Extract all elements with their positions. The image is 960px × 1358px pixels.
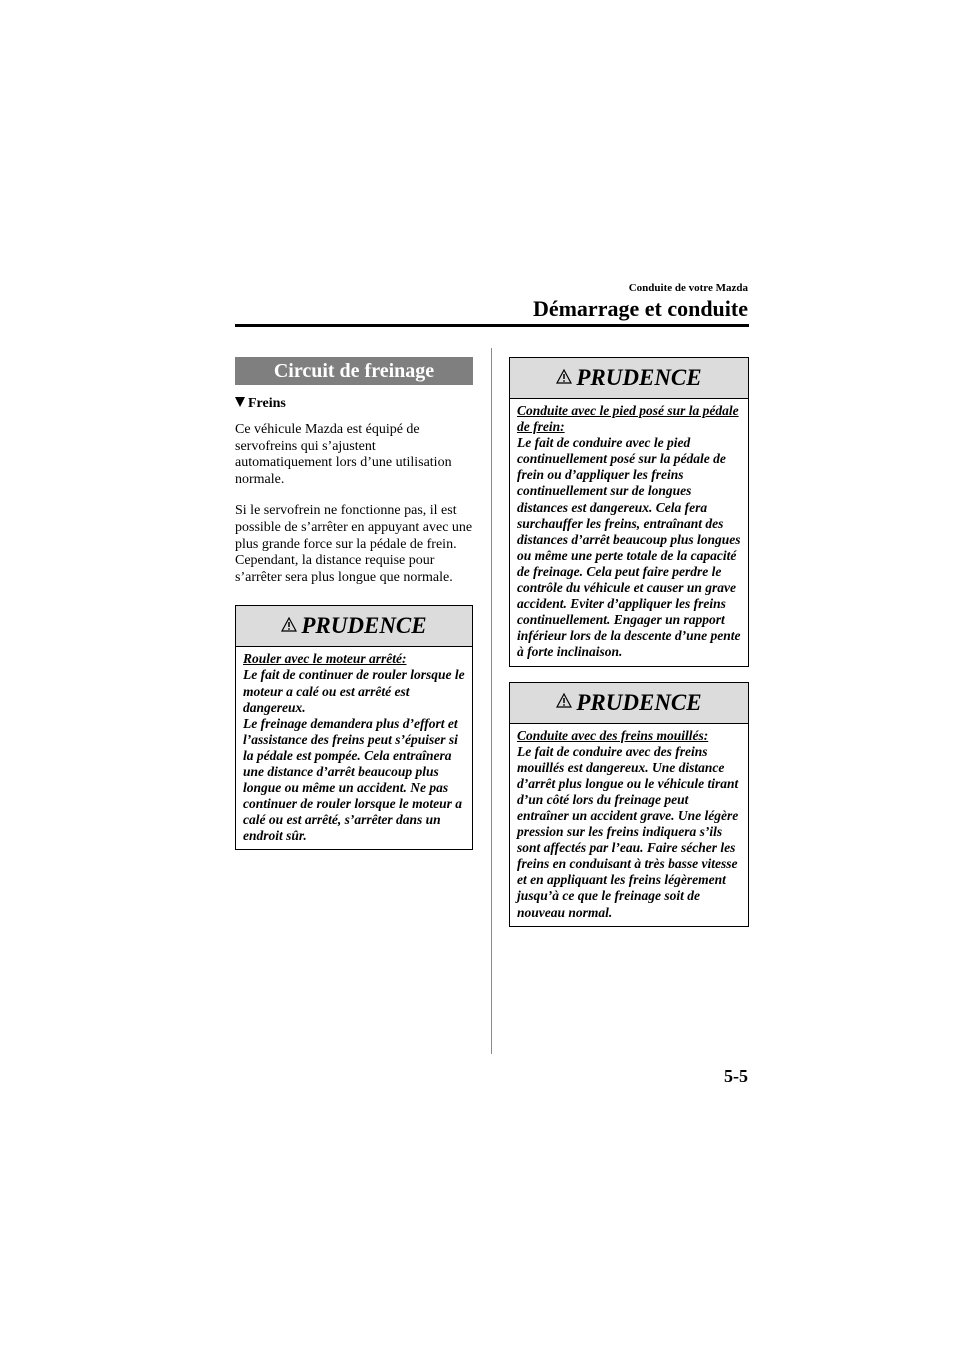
caution-body <box>236 647 472 849</box>
caution-box <box>509 357 749 667</box>
caution-title: Conduite avec le pied posé sur la pédale de frein: <box>517 403 739 435</box>
caution-label: PRUDENCE <box>576 689 702 715</box>
section-title: Circuit de freinage <box>235 357 473 385</box>
subheading <box>235 395 473 413</box>
subheading-text: Freins <box>248 396 286 411</box>
caution-header <box>236 606 472 647</box>
caution-header <box>510 358 748 399</box>
right-column <box>509 357 749 927</box>
caution-header <box>510 683 748 724</box>
paragraph: Ce véhicule Mazda est équipé de servofreins qui s’ajustent automatiquement lors d’une utilisation normale. <box>235 422 452 487</box>
caution-title: Conduite avec des freins mouillés: <box>517 727 709 743</box>
caution-box <box>235 605 473 850</box>
caution-label: PRUDENCE <box>301 613 427 639</box>
header-rule <box>235 324 749 327</box>
column-divider <box>491 348 492 1054</box>
caution-body <box>510 724 748 926</box>
triangle-bullet-icon <box>235 397 245 407</box>
paragraph: Si le servofrein ne fonctionne pas, il est possible de s’arrêter en appuyant avec une plus grande force sur la pédale de frein. Cependant, la distance requise pour s’arrêter sera plus longue que normale. <box>235 503 473 585</box>
page-number: 5-5 <box>724 1066 748 1086</box>
caution-body <box>510 399 748 666</box>
caution-text: Le fait de conduire avec le pied continuellement posé sur la pédale de frein ou d’appliquer les freins continuellement sur de longues distances est dangereux. Cela fera surchauffer les freins, entraînant des distances d’arrêt beaucoup plus longues ou même une perte totale de la capacité de freinage. Cela peut faire perdre le contrôle du véhicule et causer un grave accident. Eviter d’appliquer les freins continuellement. Engager un rapport inférieur lors de la descente d’une pente à forte inclinaison. <box>517 435 741 660</box>
header-title: Démarrage et conduite <box>532 296 748 321</box>
caution-text: Le fait de conduire avec des freins mouillés est dangereux. Une distance d’arrêt plus longue ou le véhicule tirant d’un côté lors du freinage peut entraîner un accident grave. Une légère pression sur les freins indiquera s’ils sont affectés par l’eau. Faire sécher les freins en conduisant à très basse vitesse et en appliquant les freins légèrement jusqu’à ce que le freinage soit de nouveau normal. <box>517 743 739 920</box>
caution-title: Rouler avec le moteur arrêté: <box>243 651 407 667</box>
header-subtitle: Conduite de votre Mazda <box>628 282 748 294</box>
warning-triangle-icon <box>556 693 572 708</box>
warning-triangle-icon <box>556 369 572 384</box>
caution-label: PRUDENCE <box>576 365 702 390</box>
left-column <box>235 357 473 850</box>
caution-box <box>509 682 749 927</box>
caution-text: Le fait de continuer de rouler lorsque le moteur a calé ou est arrêté est dangereux. Le freinage demandera plus d’effort et l’assistance des freins peut s’épuiser si la pédale est pompée. Cela entraînera une distance d’arrêt beaucoup plus longue ou même un accident. Ne pas continuer de rouler lorsque le moteur a calé ou est arrêté, s’arrêter dans un endroit sûr. <box>243 667 465 844</box>
warning-triangle-icon <box>281 617 297 632</box>
